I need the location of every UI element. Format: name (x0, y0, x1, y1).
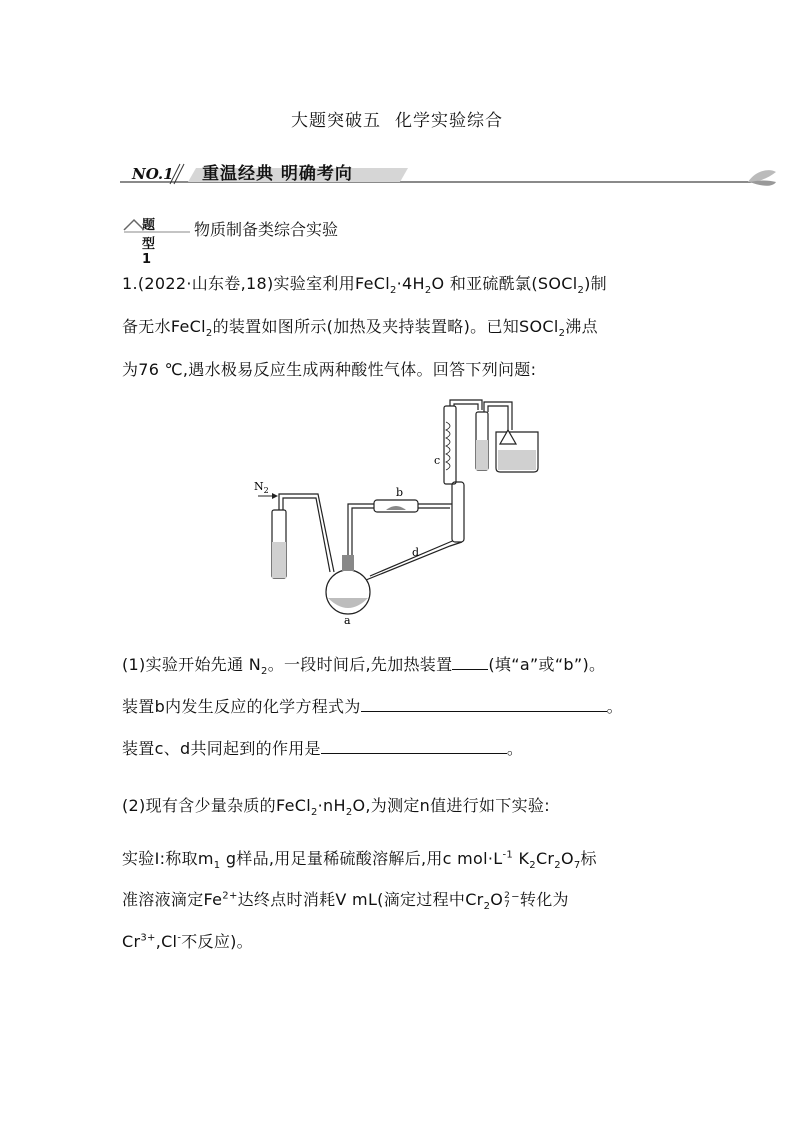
section-tag-text: 题型1 (142, 218, 156, 267)
title-part1: 大题突破五 (291, 111, 381, 131)
q1-line-1: (1)实验开始先通 $N_2$。一段时间后,先加热装置 (填“a”或“b”)。 (122, 655, 606, 678)
q1-line-2: 装置b内发生反应的化学方程式为 。 (122, 697, 623, 716)
q2-line-2: 实验Ⅰ:称取$m_1$ g样品,用足量稀硫酸溶解后,用c $mol\cdot L^{-1}$ $K_2Cr_2O_7$标 (122, 849, 597, 872)
label-a: a (344, 614, 351, 624)
banner-number: NO.1 (132, 165, 174, 183)
answer-blank-2[interactable] (361, 697, 607, 712)
q2-line-3: 准溶液滴定$Fe^{2+}$达终点时消耗V mL(滴定过程中$Cr_2O2$ 7⁻转化为 (122, 890, 569, 913)
q1-line-3: 装置c、d共同起到的作用是 。 (122, 739, 524, 758)
apparatus-diagram (250, 392, 560, 624)
q2-line-1: (2)现有含少量杂质的$FeCl_2\cdot nH_2O$,为测定n值进行如下实验: (122, 796, 550, 819)
charge-fraction: 2 7 (504, 890, 511, 910)
page-title (0, 106, 794, 131)
problem-line-3: 为76 ℃,遇水极易反应生成两种酸性气体。回答下列问题: (122, 360, 537, 379)
title-part2: 化学实验综合 (395, 111, 503, 131)
label-n2: $N_2$ (254, 480, 269, 495)
section-tag (122, 214, 155, 267)
answer-blank-1[interactable] (452, 655, 488, 670)
section-banner (120, 158, 780, 188)
q2-line-4: $Cr^{3+},Cl^-$不反应)。 (122, 932, 253, 951)
label-d: d (412, 546, 420, 559)
answer-blank-3[interactable] (321, 739, 507, 754)
problem-line-1: 1.(2022·山东卷,18)实验室利用$FeCl_2\cdot 4H_2O$ 和亚硫酰氯(SOCl$_2$)制 (122, 274, 607, 297)
problem-line-2: 备无水FeCl$_2$的装置如图所示(加热及夹持装置略)。已知SOCl$_2$沸点 (122, 317, 598, 340)
banner-heading: 重温经典 明确考向 (202, 164, 353, 184)
section-title: 物质制备类综合实验 (194, 220, 339, 239)
label-c: c (434, 454, 441, 467)
label-b: b (396, 486, 404, 499)
tag-arrow-icon (122, 214, 192, 234)
